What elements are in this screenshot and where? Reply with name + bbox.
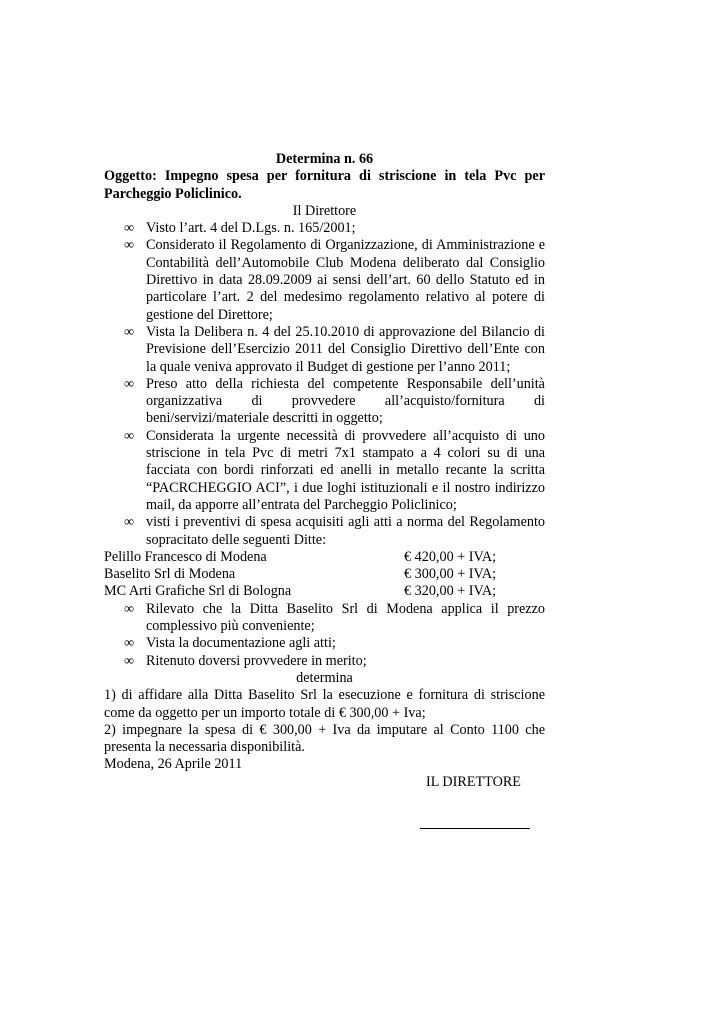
decision-item: 1) di affidare alla Ditta Baselito Srl la esecuzione e fornitura di striscione come da oggetto per un importo totale di € 300,00 + Iva; [104,687,545,721]
quote-company: MC Arti Grafiche Srl di Bologna [104,583,292,600]
infinity-bullet-icon: ∞ [124,323,135,340]
quote-company: Baselito Srl di Modena [104,566,236,583]
premises-list-2 [104,601,545,670]
quote-row [104,583,545,600]
decision-heading: determina [296,669,353,686]
quote-row [104,566,545,583]
list-item: ∞ Vista la Delibera n. 4 del 25.10.2010 di approvazione del Bilancio di Previsione dell’Esercizio 2011 del Consiglio Direttivo dell’Ente con la quale veniva approvato il Budget di gestione per l’anno 2011; [124,323,545,375]
list-item: ∞ Preso atto della richiesta del competente Responsabile dell’unità organizzativa di provvedere all’acquisto/fornitura di beni/servizi/materiale descritti in oggetto; [124,375,545,427]
infinity-bullet-icon: ∞ [124,600,135,617]
infinity-bullet-icon: ∞ [124,375,135,392]
document-body [104,151,545,844]
quote-price: € 300,00 + IVA; [404,566,497,583]
infinity-bullet-icon: ∞ [124,652,135,669]
infinity-bullet-icon: ∞ [124,427,135,444]
quote-company: Pelillo Francesco di Modena [104,548,267,565]
signature-block [104,774,545,844]
signatory-title: IL DIRETTORE [426,773,521,790]
infinity-bullet-icon: ∞ [124,635,135,652]
list-item: ∞ Ritenuto doversi provvedere in merito; [124,652,367,669]
quote-row [104,549,545,566]
list-item: ∞ Considerata la urgente necessità di provvedere all’acquisto di uno striscione in tela Pvc di metri 7x1 stampato a 4 colori su di una facciata con bordi rinforzati ed anelli in metallo recante la scritta “PACRCHEGGIO ACI”, i due loghi istituzionali e il nostro indirizzo mail, da apporre all’entrata del Parcheggio Policlinico; [124,427,545,513]
list-item: ∞ Rilevato che la Ditta Baselito Srl di Modena applica il prezzo complessivo più conveniente; [124,600,545,635]
quote-price: € 320,00 + IVA; [404,583,497,600]
premises-list-1 [104,220,545,549]
place-date: Modena, 26 Aprile 2011 [104,756,243,773]
decision-item: 2) impegnare la spesa di € 300,00 + Iva da imputare al Conto 1100 che presenta la necessaria disponibilità. [104,721,545,756]
quotes-table [104,549,545,601]
list-item: ∞ Considerato il Regolamento di Organizzazione, di Amministrazione e Contabilità dell’Automobile Club Modena deliberato dal Consiglio Direttivo in data 28.09.2009 ai sensi dell’art. 60 dello Statuto ed in particolare l’art. 2 del medesimo regolamento relativo al potere di gestione del Direttore; [124,237,545,323]
infinity-bullet-icon: ∞ [124,514,135,531]
list-item: ∞ visti i preventivi di spesa acquisiti agli atti a norma del Regolamento sopracitato delle seguenti Ditte: [124,514,545,548]
infinity-bullet-icon: ∞ [124,237,135,254]
list-item: ∞ Visto l’art. 4 del D.Lgs. n. 165/2001; [124,220,356,237]
quote-price: € 420,00 + IVA; [404,548,497,565]
list-item: ∞ Vista la documentazione agli atti; [124,635,336,652]
document-heading: Determina n. 66 [275,151,374,167]
document-subject: Oggetto: Impegno spesa per fornitura di striscione in tela Pvc per Parcheggio Policlinico. [104,168,545,202]
signature-line [420,828,530,829]
infinity-bullet-icon: ∞ [124,220,135,237]
authority-line: Il Direttore [292,202,357,219]
